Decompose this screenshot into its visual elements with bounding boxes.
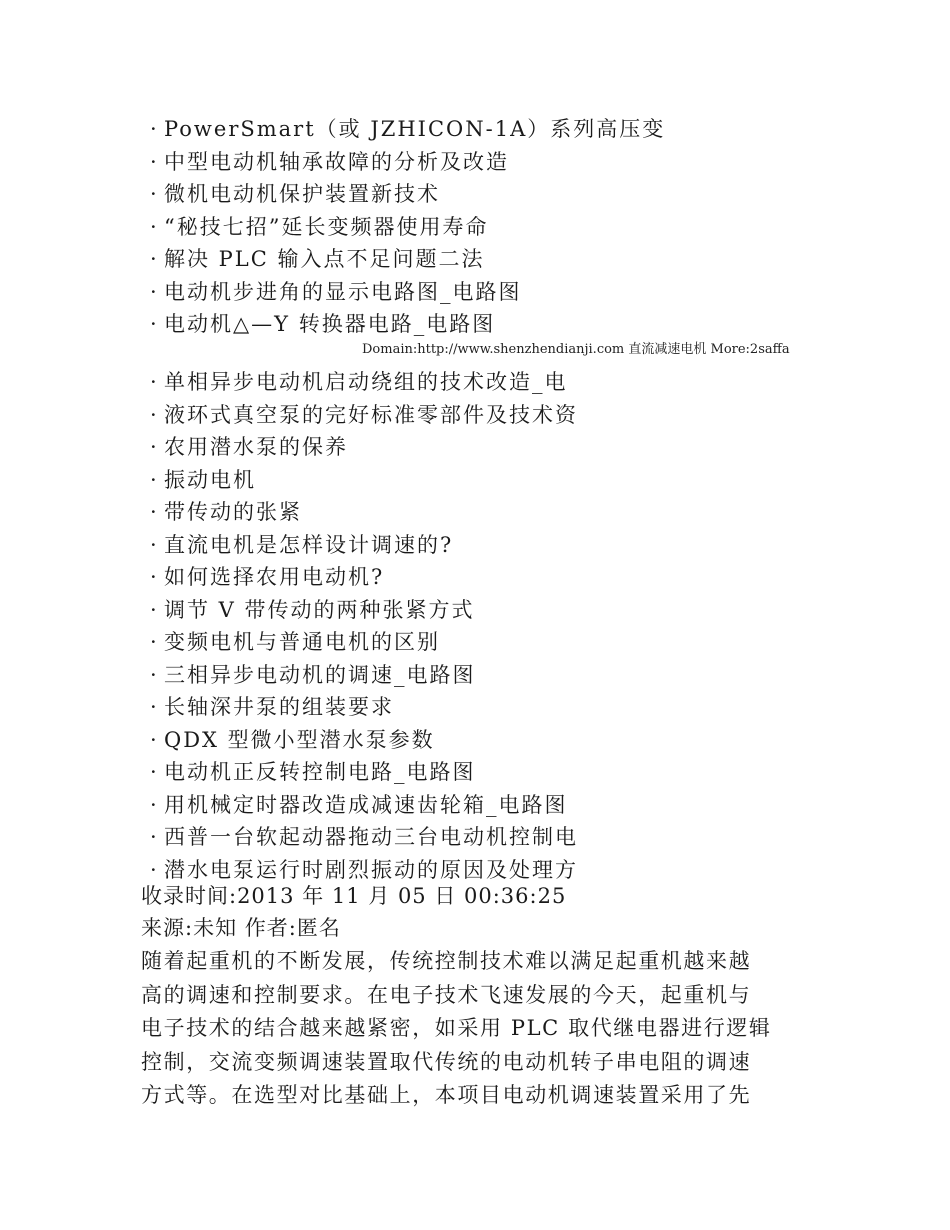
source-author: 来源:未知 作者:匿名 [141, 916, 341, 940]
bullet-dot: · [150, 279, 159, 304]
article-link[interactable] [150, 243, 665, 276]
body-line: 方式等。在选型对比基础上，本项目电动机调速装置采用了先 [141, 1083, 752, 1107]
article-link-text: 调节 V 带传动的两种张紧方式 [164, 597, 475, 622]
article-link-text: 带传动的张紧 [164, 500, 302, 524]
domain-watermark-line: Domain:http://www.shenzhendianji.com 直流减速电机 More:2saffa [362, 342, 790, 357]
article-link-text: 如何选择农用电动机? [164, 565, 385, 589]
article-body [141, 945, 821, 1113]
bullet-dot: · [150, 597, 159, 622]
article-link-text: 中型电动机轴承故障的分析及改造 [164, 149, 509, 174]
article-link-text: 微机电动机保护装置新技术 [164, 182, 440, 206]
bullet-dot: · [150, 662, 159, 687]
article-link-text: 三相异步电动机的调速_电路图 [164, 662, 476, 687]
article-link[interactable] [150, 821, 578, 854]
article-link-text: 液环式真空泵的完好标准零部件及技术资 [164, 402, 578, 427]
article-link[interactable] [150, 146, 665, 179]
article-link-text: QDX 型微小型潜水泵参数 [164, 727, 435, 752]
article-link-text: PowerSmart（或 JZHICON-1A）系列高压变 [164, 117, 666, 141]
bullet-dot: · [150, 370, 159, 394]
article-link-text: 用机械定时器改造成减速齿轮箱_电路图 [164, 792, 568, 817]
article-link[interactable] [150, 529, 578, 562]
bullet-dot: · [150, 500, 159, 524]
article-link[interactable] [150, 756, 578, 789]
article-link[interactable] [150, 276, 665, 309]
body-line: 电子技术的结合越来越紧密，如采用 PLC 取代继电器进行逻辑 [141, 1016, 772, 1040]
article-link[interactable] [150, 431, 578, 464]
bullet-dot: · [150, 630, 159, 654]
bullet-dot: · [150, 695, 159, 719]
bullet-dot: · [150, 214, 159, 239]
bullet-dot: · [150, 312, 159, 336]
article-link[interactable] [150, 178, 665, 211]
article-link[interactable] [150, 496, 578, 529]
article-link[interactable] [150, 464, 578, 497]
bullet-dot: · [150, 467, 159, 492]
collection-time: 收录时间:2013 年 11 月 05 日 00:36:25 [141, 884, 567, 908]
article-link[interactable] [150, 659, 578, 692]
article-link[interactable] [150, 691, 578, 724]
article-link[interactable] [150, 113, 665, 146]
article-link[interactable] [150, 626, 578, 659]
article-link[interactable] [150, 366, 578, 399]
bullet-dot: · [150, 532, 159, 557]
bullet-dot: · [150, 825, 159, 849]
bullet-dot: · [150, 727, 159, 752]
article-link[interactable] [150, 724, 578, 757]
article-link-text: 电动机步进角的显示电路图_电路图 [164, 279, 522, 304]
article-link-text: 单相异步电动机启动绕组的技术改造_电 [164, 370, 568, 394]
article-link-text: 长轴深井泵的组装要求 [164, 695, 394, 719]
body-line: 随着起重机的不断发展，传统控制技术难以满足起重机越来越 [141, 949, 752, 973]
article-link[interactable] [150, 561, 578, 594]
article-link-text: 变频电机与普通电机的区别 [164, 630, 440, 654]
article-link-text: 解决 PLC 输入点不足问题二法 [164, 247, 485, 271]
bullet-dot: · [150, 149, 159, 174]
bullet-dot: · [150, 565, 159, 589]
article-link[interactable] [150, 789, 578, 822]
article-link-text: “秘技七招”延长变频器使用寿命 [164, 214, 489, 239]
article-link-text: 电动机正反转控制电路_电路图 [164, 760, 476, 784]
related-articles-list-top [150, 113, 665, 341]
bullet-dot: · [150, 182, 159, 206]
bullet-dot: · [150, 760, 159, 784]
article-link-text: 振动电机 [164, 467, 256, 492]
article-link[interactable] [150, 594, 578, 627]
bullet-dot: · [150, 792, 159, 817]
article-link[interactable] [150, 308, 665, 341]
bullet-dot: · [150, 435, 159, 459]
bullet-dot: · [150, 117, 159, 141]
article-link-text: 西普一台软起动器拖动三台电动机控制电 [164, 825, 578, 849]
bullet-dot: · [150, 247, 159, 271]
article-link[interactable] [150, 399, 578, 432]
bullet-dot: · [150, 857, 159, 882]
body-line: 高的调速和控制要求。在电子技术飞速发展的今天，起重机与 [141, 982, 752, 1007]
article-link-text: 农用潜水泵的保养 [164, 435, 348, 459]
article-link-text: 直流电机是怎样设计调速的? [164, 532, 454, 557]
article-link-text: 潜水电泵运行时剧烈振动的原因及处理方 [164, 857, 578, 882]
article-link-text: 电动机△—Y 转换器电路_电路图 [164, 312, 496, 336]
article-link[interactable] [150, 211, 665, 244]
bullet-dot: · [150, 402, 159, 427]
body-line: 控制，交流变频调速装置取代传统的电动机转子串电阻的调速 [141, 1049, 752, 1074]
related-articles-list-bottom [150, 366, 578, 886]
